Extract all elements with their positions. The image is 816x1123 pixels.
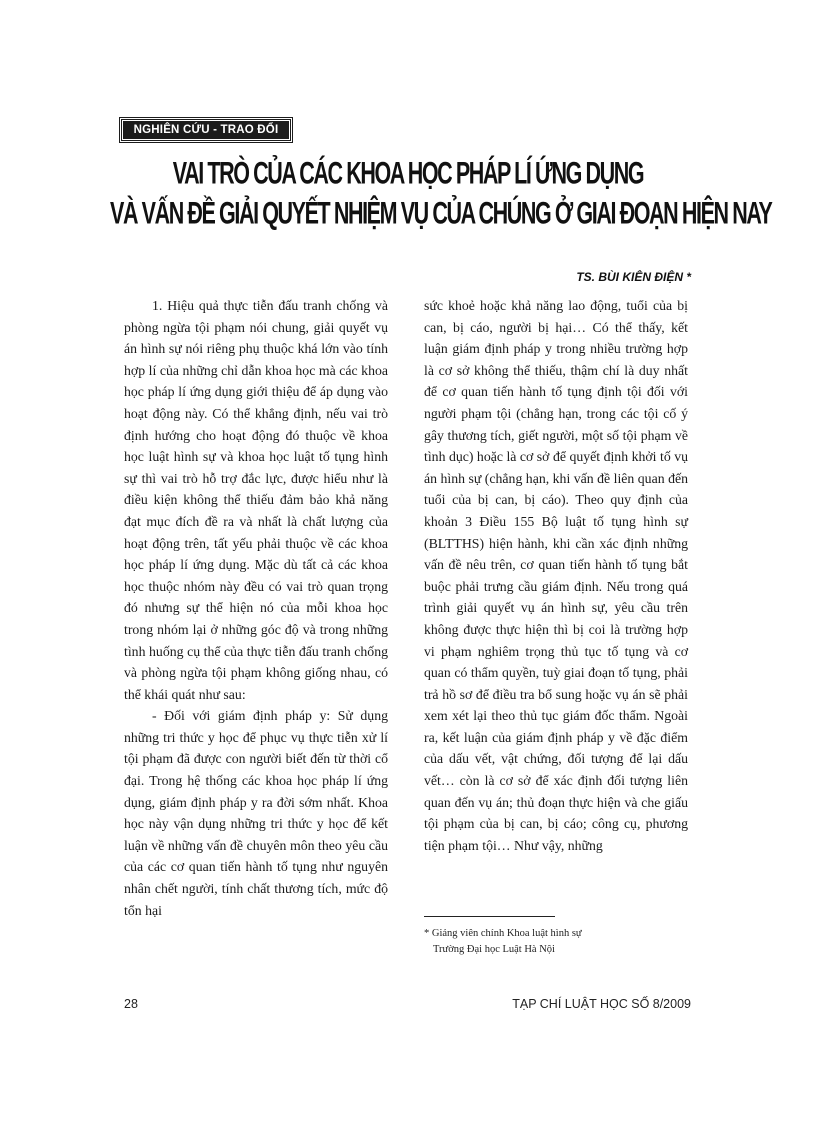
left-column [124, 295, 388, 921]
article-title-line-1: VAI TRÒ CỦA CÁC KHOA HỌC PHÁP LÍ ỨNG DỤNG [172, 156, 644, 191]
article-title-line-2: VÀ VẤN ĐỀ GIẢI QUYẾT NHIỆM VỤ CỦA CHÚNG Ở GIAI ĐOẠN HIỆN NAY [110, 196, 772, 231]
right-column [424, 295, 688, 856]
footnote-divider [424, 916, 555, 917]
author-name: TS. BÙI KIÊN ĐIỆN * [576, 270, 691, 284]
paragraph: sức khoẻ hoặc khả năng lao động, tuổi của bị can, bị cáo, người bị hại… Có thể thấy, kết luận giám định pháp y trong nhiều trường hợp là cơ sở không thể thiếu, thậm chí là duy nhất để cơ quan tiến hành tố tụng định tội đối với người phạm tội (chẳng hạn, trong các tội cố ý gây thương tích, giết người, một số tội phạm về tình dục) hoặc là cơ sở để quyết định khởi tố vụ án hình sự (chẳng hạn, khi vấn đề liên quan đến tuổi của bị can, bị cáo). Theo quy định của khoản 3 Điều 155 Bộ luật tố tụng hình sự (BLTTHS) hiện hành, khi cần xác định những vấn đề nêu trên, cơ quan tiến hành tố tụng bắt buộc phải trưng cầu giám định. Nếu trong quá trình giải quyết vụ án hình sự, yêu cầu trên không được thực hiện thì bị coi là trường hợp vi phạm nghiêm trọng thủ tục tố tụng và cơ quan có thẩm quyền, tuỳ giai đoạn tố tụng, phải trả hồ sơ để điều tra bổ sung hoặc vụ án sẽ phải xem xét lại theo thủ tục giám đốc thẩm. Ngoài ra, kết luận của giám định pháp y về đặc điểm của dấu vết, vật chứng, đối tượng để lại dấu vết… còn là cơ sở để xác định đối tượng liên quan đến vụ án; thủ đoạn thực hiện và che giấu tội phạm của bị can, bị cáo; công cụ, phương tiện phạm tội… Như vậy, những [424, 298, 688, 853]
footnote [424, 926, 582, 958]
paragraph: 1. Hiệu quả thực tiễn đấu tranh chống và phòng ngừa tội phạm nói chung, giải quyết vụ án hình sự nói riêng phụ thuộc khá lớn vào tính hợp lí của những chỉ dẫn khoa học mà các khoa học pháp lí ứng dụng giới thiệu để áp dụng vào hoạt động này. Có thể khẳng định, nếu vai trò định hướng cho hoạt động đó thuộc về khoa học luật hình sự và khoa học luật tố tụng hình sự thì vai trò hỗ trợ đắc lực, được hiểu như là điều kiện không thể thiếu đảm bảo khả năng đạt mục đích đề ra và nhất là chất lượng của hoạt động trên, tất yếu phải thuộc về các khoa học pháp lí ứng dụng. Mặc dù tất cả các khoa học thuộc nhóm này đều có vai trò quan trọng đó nhưng sự thể hiện nó của mỗi khoa học trong nhóm lại ở những góc độ và trong những tình huống cụ thể của thực tiễn đấu tranh chống và phòng ngừa tội phạm không giống nhau, có thể khái quát như sau: [124, 298, 388, 702]
footnote-line: Trường Đại học Luật Hà Nội [433, 944, 555, 955]
journal-name: TẠP CHÍ LUẬT HỌC SỐ 8/2009 [512, 997, 691, 1011]
footnote-line: * Giảng viên chính Khoa luật hình sự [424, 928, 582, 939]
section-tag: NGHIÊN CỨU - TRAO ĐỔI [120, 118, 292, 142]
page-number: 28 [124, 997, 138, 1011]
paragraph: - Đối với giám định pháp y: Sử dụng những tri thức y học để phục vụ thực tiễn xử lí tội phạm đã được con người biết đến từ thời cổ đại. Trong hệ thống các khoa học pháp lí ứng dụng, giám định pháp y ra đời sớm nhất. Khoa học này vận dụng những tri thức y học để kết luận về những vấn đề chuyên môn theo yêu cầu của các cơ quan tiến hành tố tụng như nguyên nhân chết người, tính chất thương tích, mức độ tổn hại [124, 708, 388, 918]
